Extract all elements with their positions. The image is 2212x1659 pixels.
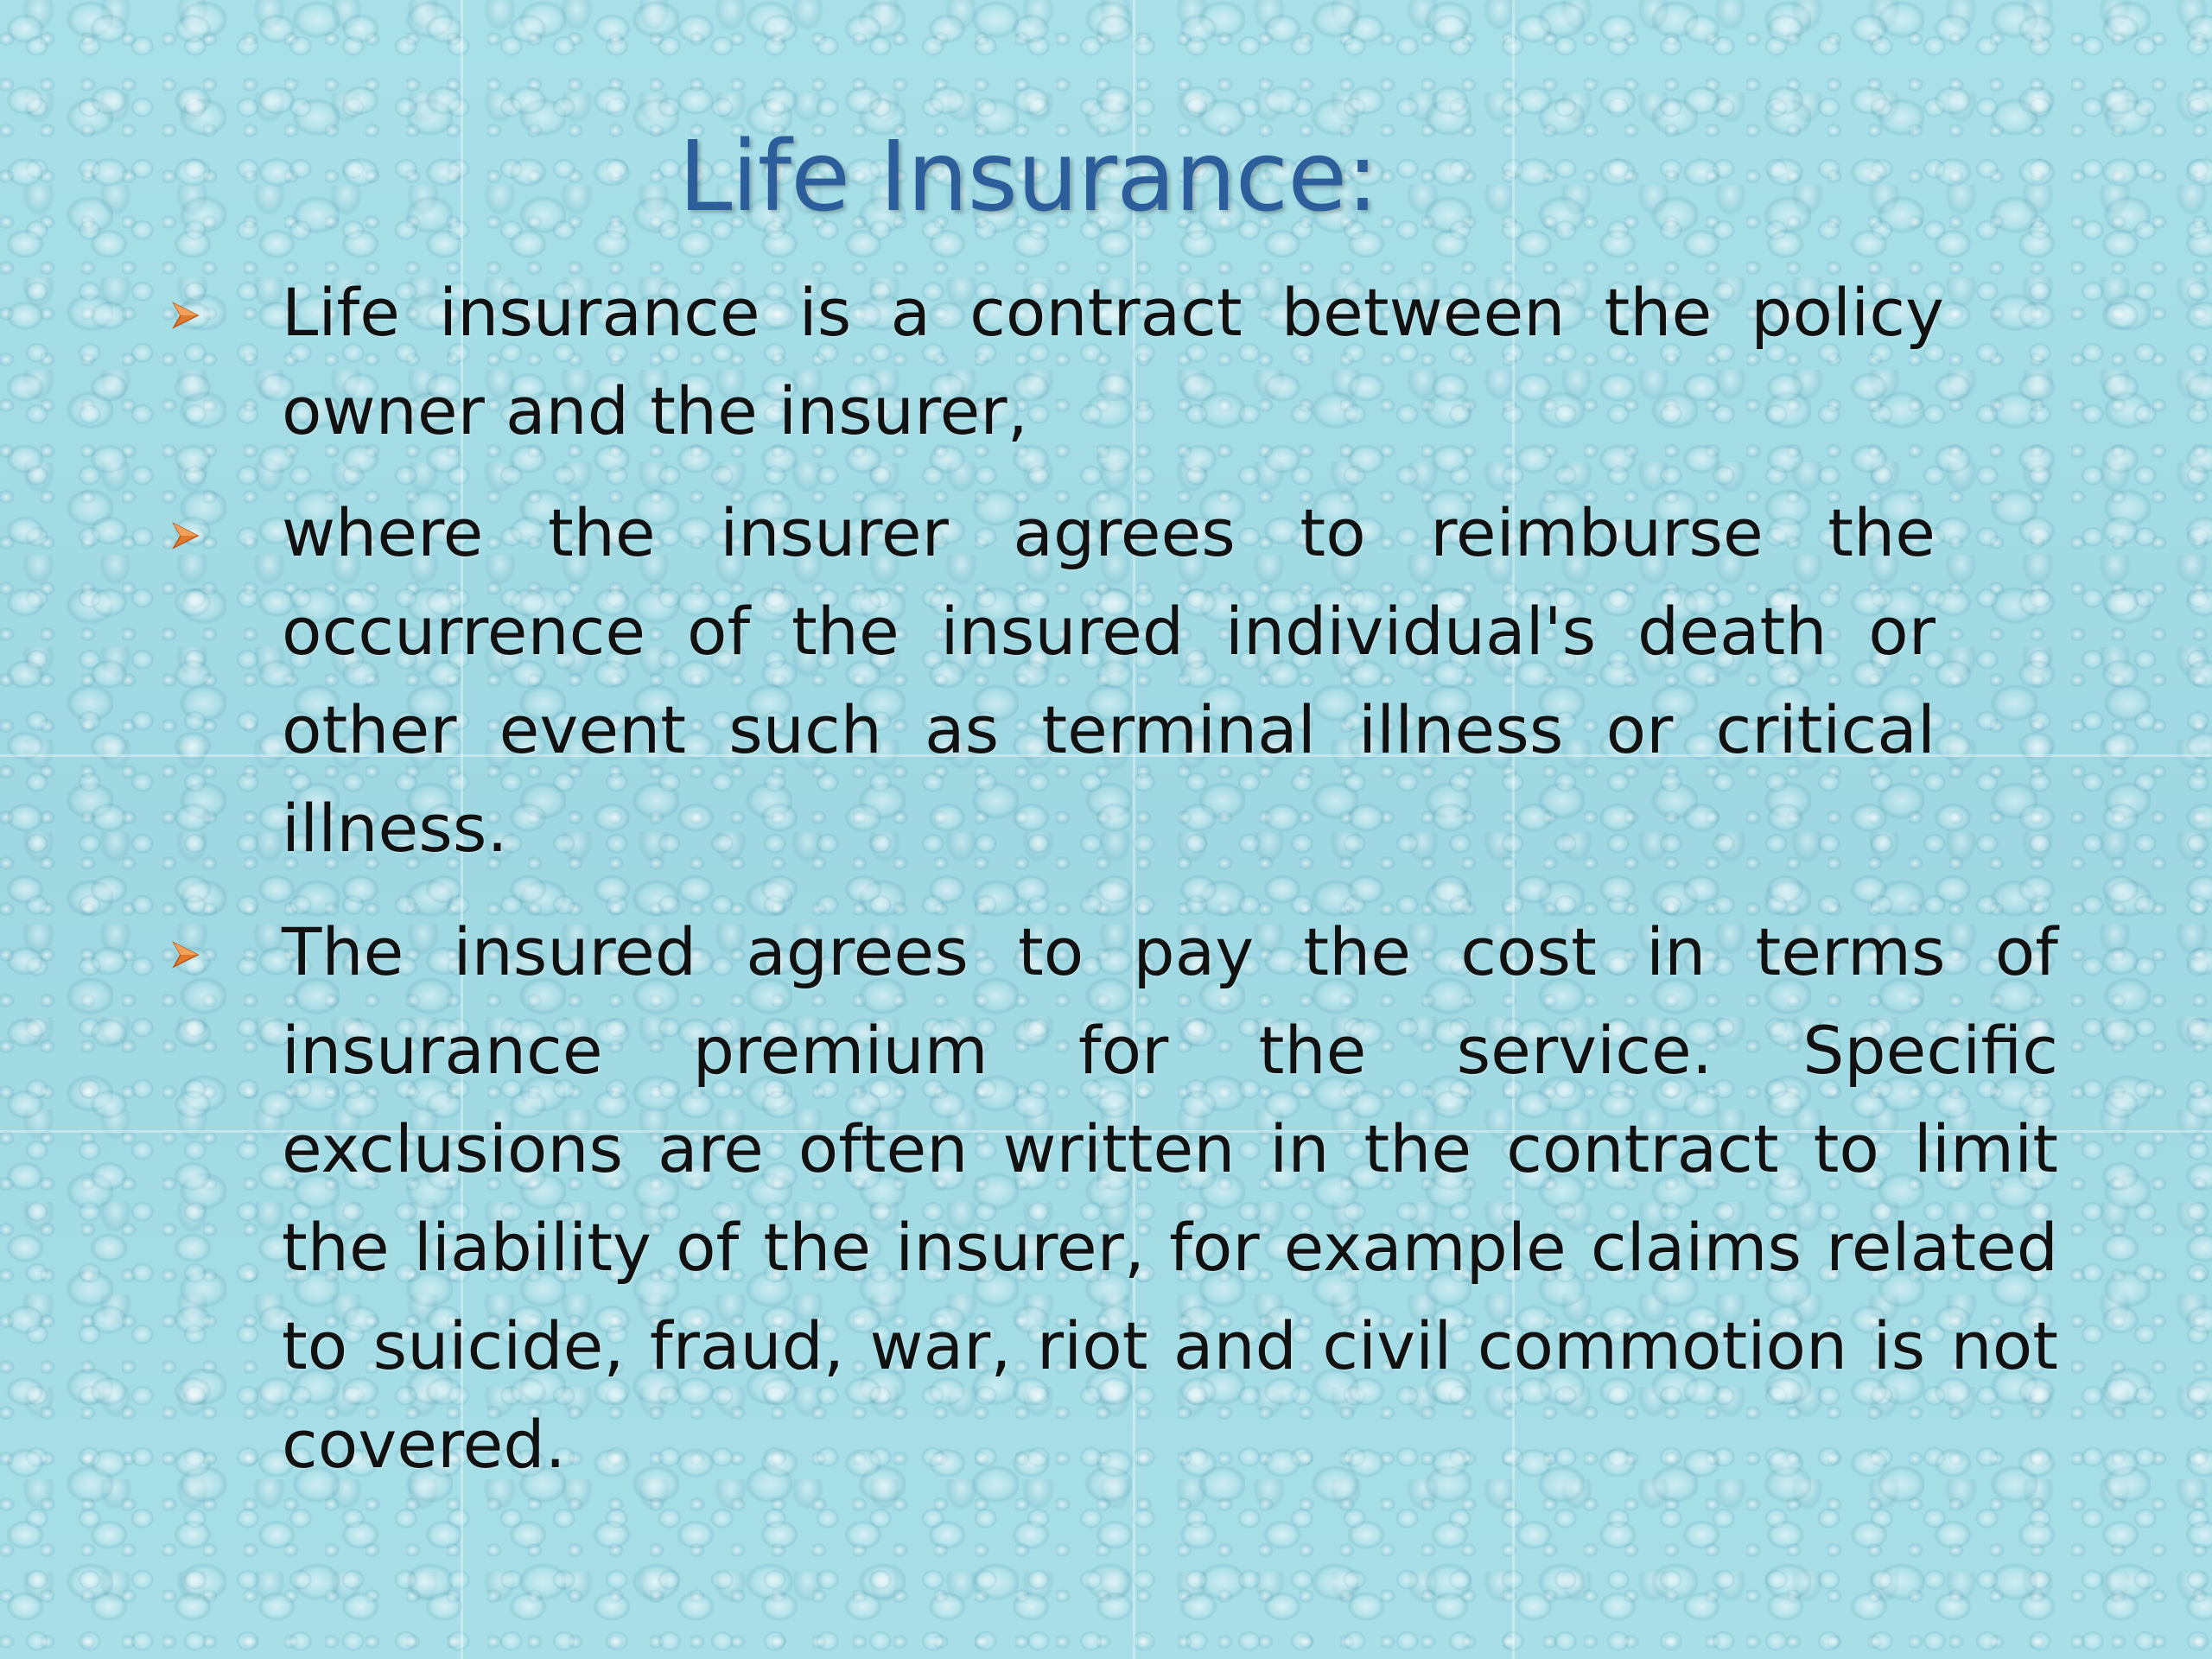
arrowhead-bullet-icon [168, 518, 203, 553]
arrowhead-bullet-icon [168, 938, 203, 972]
slide-title: Life Insurance: [678, 121, 1378, 233]
bullet-text: Life insurance is a contract between the policy owner and the insurer, [282, 274, 1944, 449]
arrowhead-bullet-icon [168, 298, 203, 333]
bullet-text: The insured agrees to pay the cost in terms of insurance premium for the service. Specific exclusions are often written in the contract to limit the liability of the insurer, for example claims related to suicide, fraud, war, riot and civil commotion is not covered. [282, 913, 2058, 1483]
bullet-text: where the insurer agrees to reimburse the occurrence of the insured individual's death or other event such as terminal illness or critical illness. [282, 494, 1936, 867]
